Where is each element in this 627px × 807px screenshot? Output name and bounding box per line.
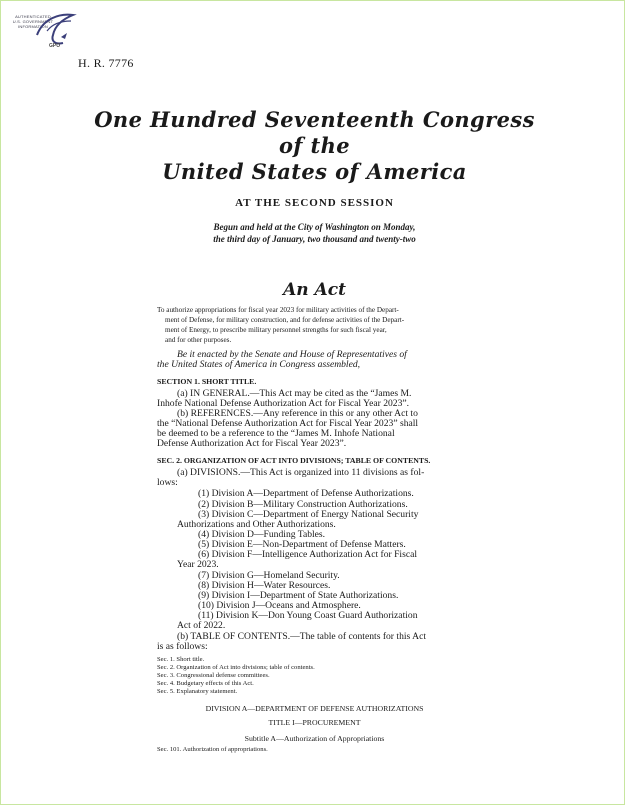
purpose-line: ment of Energy, to prescribe military personnel strengths for such fiscal year, [165, 326, 387, 334]
body-line: the “National Defense Authorization Act for Fiscal Year 2023” shall [157, 418, 419, 429]
congress-title-line: One Hundred Seventeenth Congress [94, 107, 535, 132]
toc-entry: Sec. 5. Explanatory statement. [157, 688, 238, 695]
body-line: Defense Authorization Act for Fiscal Year 2023”. [157, 438, 347, 449]
toc-entry: Sec. 3. Congressional defense committees. [157, 672, 270, 679]
purpose-line: ment of Defense, for military construction, and for defense activities of the Depart- [165, 316, 405, 324]
eagle-icon [33, 13, 77, 47]
division-item: (9) Division I—Department of State Authorizations. [198, 590, 399, 601]
toc-entry: Sec. 101. Authorization of appropriations. [157, 746, 268, 753]
body-line: (b) TABLE OF CONTENTS.—The table of contents for this Act [177, 631, 426, 642]
division-item: (3) Division C—Department of Energy National Security [198, 509, 419, 520]
division-item: Authorizations and Other Authorizations. [177, 519, 336, 530]
begun-line: the third day of January, two thousand and twenty-two [213, 234, 416, 244]
an-act-heading: An Act [283, 280, 346, 300]
division-item: (7) Division G—Homeland Security. [198, 570, 340, 581]
logo-line: U.S. GOVERNMENT [12, 19, 54, 24]
division-item: Year 2023. [177, 559, 219, 570]
division-item: (4) Division D—Funding Tables. [198, 529, 326, 540]
body-line: (a) IN GENERAL.—This Act may be cited as the “James M. [177, 388, 412, 399]
enacting-line: Be it enacted by the Senate and House of Representatives of [177, 349, 407, 360]
division-item: Act of 2022. [177, 620, 226, 631]
gpo-authentication-logo [7, 13, 77, 49]
body-line: (b) REFERENCES.—Any reference in this or any other Act to [177, 408, 418, 419]
subtitle-heading: Subtitle A—Authorization of Appropriations [244, 734, 385, 743]
bill-number: H. R. 7776 [78, 56, 134, 70]
toc-entry: Sec. 1. Short title. [157, 656, 205, 663]
congress-title-line: of the [278, 133, 351, 158]
body-line: lows: [157, 477, 178, 488]
division-item: (1) Division A—Department of Defense Authorizations. [198, 488, 414, 499]
section-heading: SECTION 1. SHORT TITLE. [157, 377, 257, 386]
body-line: is as follows: [157, 641, 208, 652]
toc-entry: Sec. 2. Organization of Act into divisions; table of contents. [157, 664, 315, 671]
begun-line: Begun and held at the City of Washington on Monday, [213, 222, 416, 232]
purpose-line: and for other purposes. [165, 336, 232, 344]
body-line: Inhofe National Defense Authorization Act for Fiscal Year 2023”. [157, 398, 410, 409]
division-heading: DIVISION A—DEPARTMENT OF DEFENSE AUTHORIZATIONS [205, 704, 424, 713]
purpose-clause [157, 305, 481, 345]
section-heading: SEC. 2. ORGANIZATION OF ACT INTO DIVISIONS; TABLE OF CONTENTS. [157, 456, 431, 465]
session-heading: AT THE SECOND SESSION [235, 197, 394, 209]
division-item: (10) Division J—Oceans and Atmosphere. [198, 600, 361, 611]
purpose-line: To authorize appropriations for fiscal year 2023 for military activities of the Depart- [157, 306, 399, 314]
body-line: be deemed to be a reference to the “James M. Inhofe National [157, 428, 395, 439]
division-item: (5) Division E—Non-Department of Defense Matters. [198, 539, 406, 550]
congress-title-line: United States of America [162, 159, 467, 184]
gpo-mark: GPO [49, 43, 61, 49]
division-item: (11) Division K—Don Young Coast Guard Authorization [198, 610, 418, 621]
logo-line: INFORMATION [18, 24, 48, 29]
division-item: (2) Division B—Military Construction Authorizations. [198, 499, 408, 510]
enacting-line: the United States of America in Congress assembled, [157, 359, 361, 370]
division-item: (6) Division F—Intelligence Authorization Act for Fiscal [198, 549, 418, 560]
body-line: (a) DIVISIONS.—This Act is organized into 11 divisions as fol- [177, 467, 425, 478]
logo-line: AUTHENTICATED [15, 14, 51, 19]
division-item: (8) Division H—Water Resources. [198, 580, 331, 591]
toc-entry: Sec. 4. Budgetary effects of this Act. [157, 680, 254, 687]
begun-statement [1, 221, 627, 245]
title-heading: TITLE I—PROCUREMENT [268, 718, 361, 727]
